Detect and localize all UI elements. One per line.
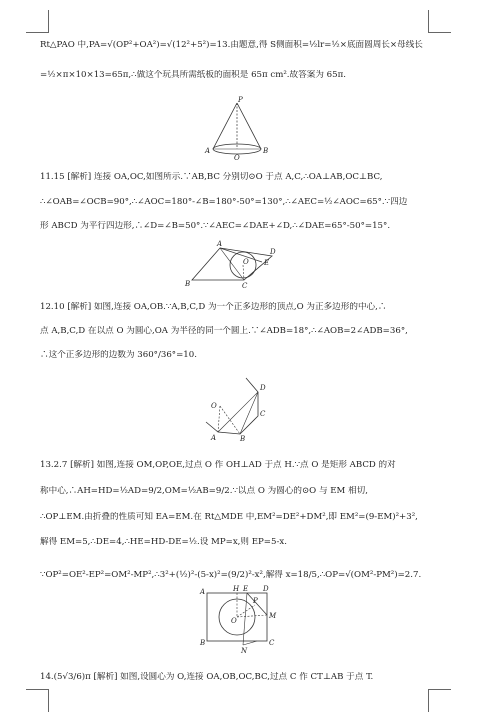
text-line: ∵OP²=OE²-EP²=OM²-MP²,∴3²+(½)²-(5-x)²=(9/2)²-x²,解得 x=18/5,∴OP=√(OM²-PM²)=2.7. [40,570,422,580]
text-line: 13.2.7 [解析] 如图,连接 OM,OP,OE,过点 O 作 OH⊥AD 于点 H.∵点 O 是矩形 ABCD 的对 [40,460,396,470]
label-O: O [243,258,249,266]
crop-mark-top-right [428,10,451,33]
label-E: E [243,585,249,593]
label-B: B [240,435,246,442]
crop-mark-bottom-right [428,689,451,712]
label-B: B [200,639,206,647]
label-C: C [242,282,248,290]
label-O: O [234,154,240,161]
text-line: ∴∠OAB=∠OCB=90°,∴∠AOC=180°-∠B=180°-50°=130°,∴∠AEC=½∠AOC=65°.∵四边 [40,197,408,207]
text-line: =½×π×10×13=65π,∴做这个玩具所需纸板的面积是 65π cm².故答案为 65π. [40,70,346,80]
label-C: C [260,410,266,418]
text-line: 12.10 [解析] 如图,连接 OA,OB.∵A,B,C,D 为一个正多边形的顶点,O 为正多边形的中心,∴ [40,302,387,312]
label-D: D [263,585,269,593]
rectangle-figure [195,585,285,655]
text-line: 解得 EM=5,∴DE=4,∴HE=HD-DE=½.设 MP=x,则 EP=5-x. [40,537,287,547]
label-A: A [217,240,223,248]
label-E: E [264,259,270,267]
label-C: C [269,639,275,647]
polygon-figure [200,370,280,442]
label-P: P [253,597,258,605]
crop-mark-top-left [26,10,49,33]
label-A: A [205,147,211,155]
text-line: 11.15 [解析] 连接 OA,OC,如图所示.∵AB,BC 分别切⊙O 于点 A,C,∴OA⊥AB,OC⊥BC, [40,172,383,182]
label-O: O [231,617,237,625]
text-line: 形 ABCD 为平行四边形,∴∠D=∠B=50°.∵∠AEC=∠DAE+∠D,∴∠DAE=65°-50°=15°. [40,221,391,231]
label-A: A [211,434,217,442]
text-line: ∴这个正多边形的边数为 360°/36°=10. [40,350,197,360]
label-O: O [211,402,217,410]
label-D: D [260,384,266,392]
text-line: ∴OP⊥EM.由折叠的性质可知 EA=EM.在 Rt△MDE 中,EM²=DE²+DM²,即 EM²=(9-EM)²+3², [40,512,418,522]
text-line: 称中心,∴AH=HD=½AD=9/2,OM=½AB=9/2.∵以点 O 为圆心的⊙O 与 EM 相切, [40,486,369,496]
text-line: 14.(5√3/6)π [解析] 如图,设圆心为 O,连接 OA,OB,OC,BC,过点 C 作 CT⊥AB 于点 T. [40,672,374,682]
crop-mark-bottom-left [26,689,49,712]
label-D: D [270,248,276,256]
label-N: N [241,647,248,655]
label-M: M [269,612,277,620]
label-A: A [200,588,206,596]
text-line: Rt△PAO 中,PA=√(OP²+OA²)=√(12²+5²)=13.由题意,得 S侧面积=½lr=½×底面圆周长×母线长 [40,40,423,50]
label-B: B [263,147,269,155]
parallelogram-figure [180,238,280,290]
label-B: B [185,280,191,288]
label-P: P [238,96,243,104]
text-line: 点 A,B,C,D 在以点 O 为圆心,OA 为半径的同一个圆上.∵∠ADB=18°,∴∠AOB=2∠ADB=36°, [40,326,408,336]
cone-figure [202,95,272,161]
label-H: H [233,585,240,593]
